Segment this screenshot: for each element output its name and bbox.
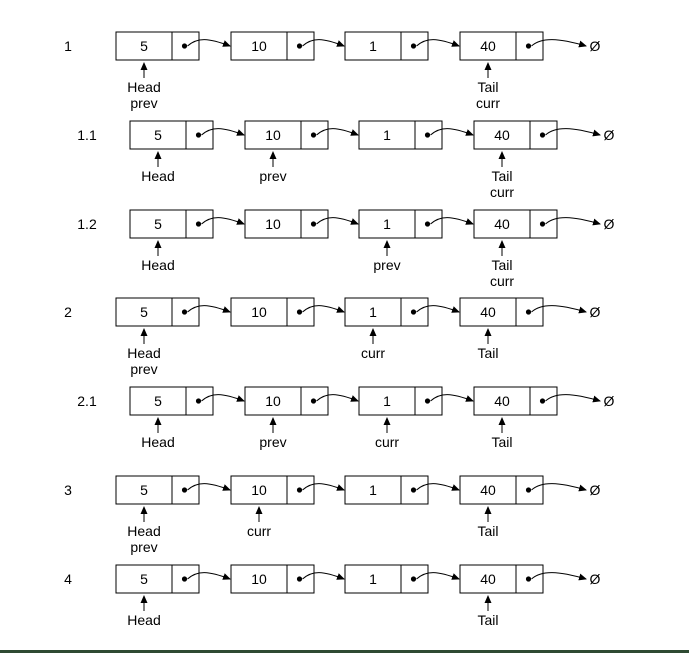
next-pointer-dot xyxy=(526,487,531,492)
null-symbol: Ø xyxy=(603,127,615,143)
null-symbol: Ø xyxy=(589,304,601,320)
step-label: 2 xyxy=(64,304,72,320)
next-pointer-dot xyxy=(411,576,416,581)
pointer-label: Tail xyxy=(477,523,499,539)
step-row xyxy=(77,210,614,289)
pointer-label: curr xyxy=(489,184,515,200)
list-node xyxy=(116,298,230,377)
node-value: 1 xyxy=(369,38,377,54)
next-pointer-dot xyxy=(540,398,545,403)
next-pointer-dot xyxy=(297,309,302,314)
node-value: 1 xyxy=(383,393,391,409)
node-value: 5 xyxy=(154,216,162,232)
node-value: 1 xyxy=(369,482,377,498)
next-pointer-dot xyxy=(526,309,531,314)
pointer-label: curr xyxy=(360,345,386,361)
pointer-label: curr xyxy=(374,434,400,450)
next-pointer-dot xyxy=(411,487,416,492)
list-node xyxy=(130,121,244,184)
pointer-label: prev xyxy=(130,95,158,111)
node-value: 5 xyxy=(140,304,148,320)
list-node xyxy=(474,121,615,200)
next-pointer-dot xyxy=(182,309,187,314)
list-node xyxy=(231,476,344,539)
node-value: 10 xyxy=(265,127,281,143)
pointer-label: Head xyxy=(141,257,175,273)
next-pointer-dot xyxy=(540,132,545,137)
node-value: 10 xyxy=(251,38,267,54)
node-value: 1 xyxy=(383,216,391,232)
next-pointer-dot xyxy=(425,398,430,403)
pointer-label: curr xyxy=(475,95,501,111)
next-pointer-dot xyxy=(311,398,316,403)
pointer-label: curr xyxy=(489,273,515,289)
null-symbol: Ø xyxy=(589,38,601,54)
list-node xyxy=(130,210,244,273)
node-value: 10 xyxy=(265,216,281,232)
list-node xyxy=(116,476,230,555)
list-node xyxy=(245,121,358,184)
next-pointer-dot xyxy=(196,132,201,137)
pointer-label: Tail xyxy=(491,257,513,273)
next-pointer-dot xyxy=(182,43,187,48)
null-symbol: Ø xyxy=(589,571,601,587)
step-label: 1.2 xyxy=(77,216,97,232)
next-pointer-dot xyxy=(411,309,416,314)
null-symbol: Ø xyxy=(603,216,615,232)
list-node xyxy=(474,387,615,450)
list-node xyxy=(460,32,601,111)
node-value: 1 xyxy=(369,571,377,587)
next-pointer-dot xyxy=(196,398,201,403)
list-node xyxy=(130,387,244,450)
pointer-label: Tail xyxy=(491,434,513,450)
next-pointer-dot xyxy=(297,576,302,581)
pointer-label: Head xyxy=(127,523,161,539)
pointer-label: prev xyxy=(259,434,287,450)
list-node xyxy=(231,298,344,326)
step-label: 1.1 xyxy=(77,127,97,143)
step-row xyxy=(64,32,600,111)
next-pointer-dot xyxy=(411,43,416,48)
list-node xyxy=(359,387,473,450)
list-node xyxy=(460,298,601,361)
node-value: 40 xyxy=(480,482,496,498)
node-value: 40 xyxy=(494,393,510,409)
list-node xyxy=(116,32,230,111)
list-node xyxy=(116,565,230,628)
node-value: 10 xyxy=(251,482,267,498)
pointer-label: Head xyxy=(141,168,175,184)
step-label: 2.1 xyxy=(77,393,97,409)
node-value: 5 xyxy=(140,571,148,587)
node-value: 40 xyxy=(494,127,510,143)
list-node xyxy=(245,387,358,450)
pointer-label: Head xyxy=(127,612,161,628)
pointer-label: Tail xyxy=(491,168,513,184)
node-value: 10 xyxy=(265,393,281,409)
list-node xyxy=(460,476,601,539)
pointer-label: Head xyxy=(141,434,175,450)
next-pointer-dot xyxy=(425,221,430,226)
pointer-label: prev xyxy=(259,168,287,184)
node-value: 5 xyxy=(154,127,162,143)
node-value: 10 xyxy=(251,304,267,320)
next-pointer-dot xyxy=(297,487,302,492)
next-pointer-dot xyxy=(526,43,531,48)
step-label: 3 xyxy=(64,482,72,498)
list-node xyxy=(460,565,601,628)
node-value: 5 xyxy=(154,393,162,409)
step-label: 1 xyxy=(64,38,72,54)
pointer-label: Head xyxy=(127,79,161,95)
node-value: 10 xyxy=(251,571,267,587)
pointer-label: Tail xyxy=(477,79,499,95)
next-pointer-dot xyxy=(196,221,201,226)
list-node xyxy=(474,210,615,289)
node-value: 40 xyxy=(494,216,510,232)
list-node xyxy=(345,32,459,60)
next-pointer-dot xyxy=(311,221,316,226)
node-value: 1 xyxy=(383,127,391,143)
next-pointer-dot xyxy=(297,43,302,48)
next-pointer-dot xyxy=(311,132,316,137)
list-node xyxy=(345,565,459,593)
node-value: 40 xyxy=(480,38,496,54)
pointer-label: Tail xyxy=(477,612,499,628)
step-row xyxy=(77,387,614,450)
step-row xyxy=(64,298,600,377)
next-pointer-dot xyxy=(182,576,187,581)
list-node xyxy=(245,210,358,238)
list-node xyxy=(345,298,459,361)
list-node xyxy=(359,121,473,149)
pointer-label: prev xyxy=(130,539,158,555)
next-pointer-dot xyxy=(182,487,187,492)
step-row xyxy=(77,121,614,200)
null-symbol: Ø xyxy=(603,393,615,409)
node-value: 40 xyxy=(480,571,496,587)
node-value: 5 xyxy=(140,482,148,498)
list-node xyxy=(231,565,344,593)
list-node xyxy=(359,210,473,273)
pointer-label: curr xyxy=(246,523,272,539)
node-value: 5 xyxy=(140,38,148,54)
list-node xyxy=(231,32,344,60)
list-node xyxy=(345,476,459,504)
next-pointer-dot xyxy=(540,221,545,226)
pointer-label: prev xyxy=(130,361,158,377)
pointer-label: prev xyxy=(373,257,401,273)
next-pointer-dot xyxy=(526,576,531,581)
pointer-label: Tail xyxy=(477,345,499,361)
step-row xyxy=(64,476,600,555)
pointer-label: Head xyxy=(127,345,161,361)
null-symbol: Ø xyxy=(589,482,601,498)
step-row xyxy=(64,565,600,628)
next-pointer-dot xyxy=(425,132,430,137)
node-value: 1 xyxy=(369,304,377,320)
step-label: 4 xyxy=(64,571,72,587)
node-value: 40 xyxy=(480,304,496,320)
